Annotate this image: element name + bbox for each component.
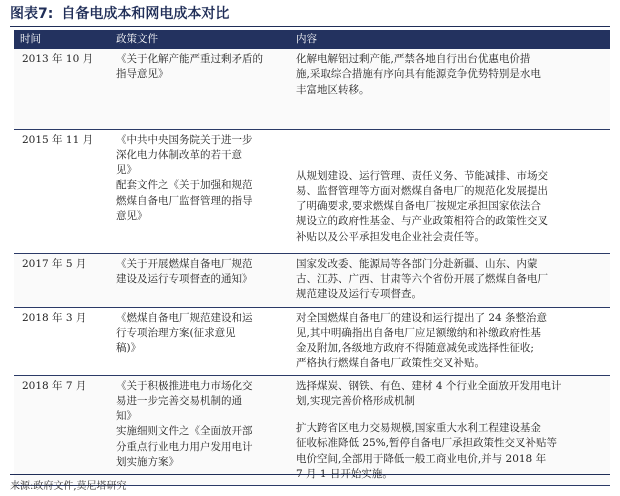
header-content: 内容 [290,30,610,49]
content-line: 划,实现完善价格形成机制 [296,394,415,407]
table-row [14,307,610,375]
source-note: 来源:政府文件,莫尼塔研究 [10,474,610,492]
table-row [14,253,610,307]
title-text: 自备电成本和网电成本对比 [61,6,230,22]
spacer [296,145,604,157]
content-line: 征收标准降低 25%,暂停自备电厂承担政策性交叉补贴等 [296,437,558,450]
row-date: 2015 年 11 月 [22,133,94,146]
spacer [296,133,604,145]
doc-line: 《中共中央国务院关于进一步 [116,133,253,146]
doc-line: 实施细则文件之《全面放开部 [116,425,253,438]
row-content [290,307,610,375]
policy-table [14,30,610,486]
content-line: 了明确要求,要求燃煤自备电厂按规定承担国家依法合 [296,200,541,213]
header-policy: 政策文件 [110,30,290,49]
chart-title [10,4,610,27]
title-number: 图表7: [10,6,54,22]
content-line: 施,采取综合措施有序向具有能源竞争优势特别是水电 [296,68,541,81]
row-content [290,375,610,485]
content-line: 扩大跨省区电力交易规模,国家重大水利工程建设基金 [296,422,541,435]
content-line: 丰富地区转移。 [296,83,370,96]
doc-line: 划实施方案》 [116,455,179,468]
content-line: 易、监督管理等方面对燃煤自备电厂的规范化发展提出 [296,184,548,197]
doc-line: 《关于开展燃煤自备电厂规范 [116,257,253,270]
doc-line: 指导意见》 [116,68,169,81]
row-content [290,253,610,307]
row-doc [110,49,290,129]
content-line: 规范建设及运行专项督查。 [296,288,422,301]
row-doc [110,375,290,485]
row-doc [110,129,290,253]
content-line: 见,其中明确指出自备电厂应足额缴纳和补缴政府性基 [296,326,541,339]
doc-line: 配套文件之《关于加强和规范 [116,179,253,192]
row-date: 2018 年 7 月 [14,375,110,485]
spacer [296,409,604,421]
row-date: 2018 年 3 月 [22,311,87,324]
content-line: 对全国燃煤自备电厂的建设和运行提出了 24 条整治意 [296,311,548,324]
doc-line: 燃煤自备电厂监督管理的指导 [116,194,253,207]
content-line: 规设立的政府性基金、与产业政策相符合的政策性交叉 [296,215,548,228]
doc-line: 建设及运行专项督查的通知》 [116,272,253,285]
row-content [290,129,610,253]
doc-line: 《燃煤自备电厂规范建设和运 [116,311,253,324]
row-doc [110,307,290,375]
doc-line: 《关于积极推进电力市场化交 [116,379,253,392]
doc-line: 分重点行业电力用户发用电计 [116,440,253,453]
row-doc [110,253,290,307]
doc-line: 《关于化解产能严重过剩矛盾的 [116,53,263,66]
doc-line: 行专项治理方案(征求意见 [116,326,236,339]
doc-line: 易进一步完善交易机制的通 [116,394,242,407]
content-line: 选择煤炭、钢铁、有色、建材 4 个行业全面放开发用电计 [296,379,562,392]
content-line: 严格执行燃煤自备电厂政策性交叉补贴。 [296,357,485,370]
table-row [14,129,610,253]
doc-line: 知》 [116,410,137,423]
table-row [14,375,610,485]
header-time: 时间 [14,30,110,49]
table-row [14,49,610,129]
doc-line: 稿)》 [116,342,142,355]
content-line: 电价空间,全部用于降低一般工商业电价,并与 2018 年 [296,452,547,465]
row-date: 2017 年 5 月 [14,253,110,307]
spacer [296,157,604,169]
content-line: 补贴以及公平承担发电企业社会责任等。 [296,230,485,243]
content-line: 7 月 1 日开始实施。 [296,467,393,480]
content-line: 古、江苏、广西、甘肃等六个省份开展了燃煤自备电厂 [296,272,548,285]
content-line: 从规划建设、运行管理、责任义务、节能减排、市场交 [296,169,548,182]
row-content [290,49,610,129]
header-row [14,30,610,49]
doc-line: 意见》 [116,209,148,222]
content-line: 化解电解铝过剩产能,严禁各地自行出台优惠电价措 [296,53,531,66]
content-line: 金及附加,各级地方政府不得随意减免或选择性征收; [296,342,534,355]
content-line: 国家发改委、能源局等各部门分赴新疆、山东、内蒙 [296,257,538,270]
doc-line: 深化电力体制改革的若干意 [116,148,242,161]
row-date: 2013 年 10 月 [14,49,110,129]
doc-line: 见》 [116,164,137,177]
